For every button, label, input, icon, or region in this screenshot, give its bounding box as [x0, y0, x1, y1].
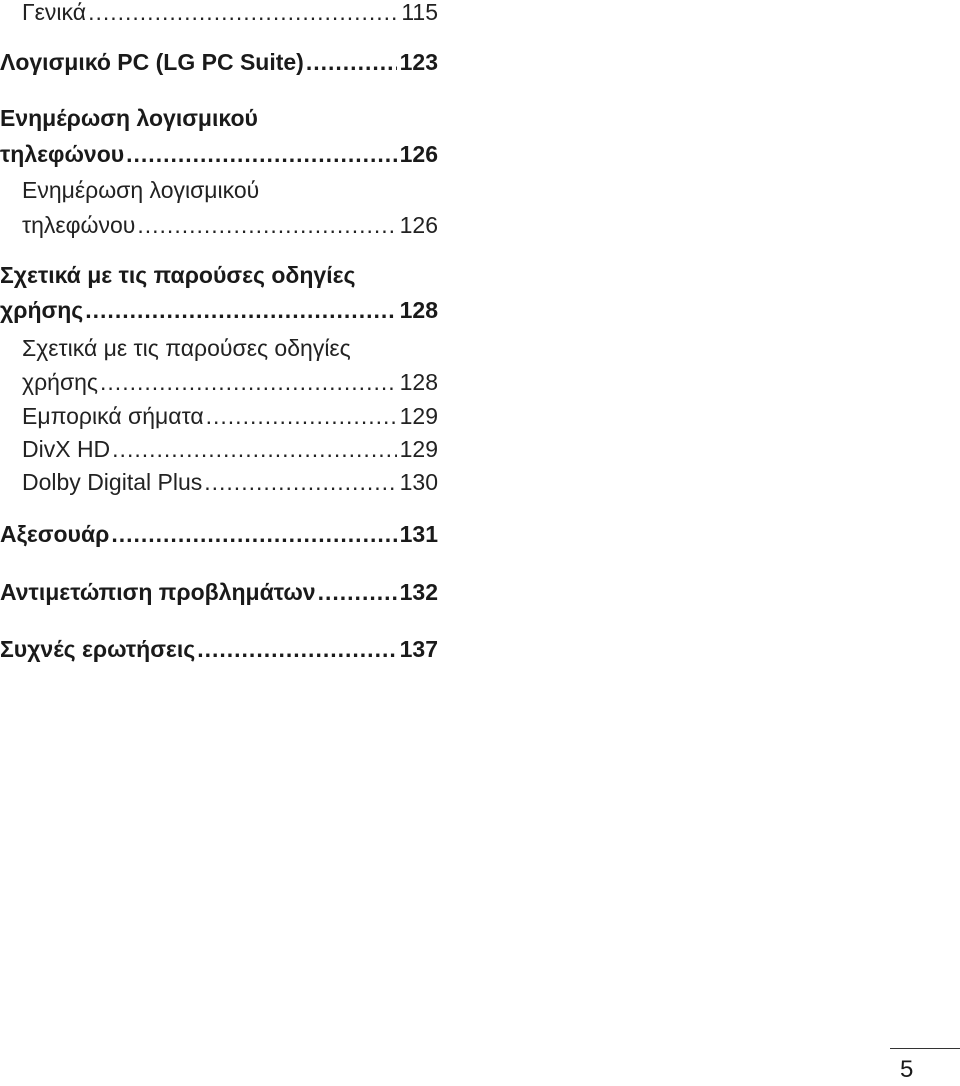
toc-subentry-phone-update-line1: [22, 174, 438, 206]
toc-entry-title-cont: χρήσης: [22, 369, 99, 395]
toc-entry-title: Σχετικά με τις παρούσες οδηγίες: [0, 262, 356, 288]
toc-subentry-phone-update: [22, 209, 438, 241]
toc-dot-leader: [204, 466, 396, 498]
toc-dot-leader: [112, 433, 396, 465]
page-number: 5: [900, 1056, 914, 1083]
toc-entry-phone-update-line1: [0, 102, 438, 134]
toc-entry-about-guide-line1: [0, 259, 438, 291]
toc-entry-page: 128: [399, 297, 438, 323]
toc-entry-page: 137: [399, 636, 438, 662]
toc-entry-page: 126: [399, 141, 438, 167]
toc-dot-leader: [85, 294, 396, 326]
toc-dot-leader: [88, 0, 398, 28]
toc-dot-leader: [197, 633, 396, 665]
toc-entry-title: Συχνές ερωτήσεις: [0, 636, 196, 662]
toc-entry-title: Λογισμικό PC (LG PC Suite): [0, 49, 304, 75]
toc-subentry-trademarks: [22, 400, 438, 432]
toc-entry-faq: [0, 633, 438, 665]
toc-entry-title: Σχετικά με τις παρούσες οδηγίες: [22, 335, 351, 361]
toc-entry-title: Γενικά: [22, 0, 87, 25]
toc-entry-accessories: [0, 518, 438, 550]
toc-entry-page: 129: [399, 403, 438, 429]
toc-entry-page: 132: [399, 579, 438, 605]
toc-entry-about-guide: [0, 294, 438, 326]
toc-entry-title: Ενημέρωση λογισμικού: [0, 105, 258, 131]
footer-rule: [890, 1048, 960, 1049]
toc-dot-leader: [111, 518, 396, 550]
toc-subentry-divx: [22, 433, 438, 465]
toc-dot-leader: [318, 576, 397, 608]
toc-dot-leader: [126, 138, 396, 170]
toc-dot-leader: [137, 209, 396, 241]
toc-entry-page: 131: [399, 521, 438, 547]
toc-entry-phone-update: [0, 138, 438, 170]
toc-dot-leader: [306, 46, 397, 78]
toc-entry-page: 129: [399, 436, 438, 462]
toc-entry-page: 128: [399, 369, 438, 395]
toc-entry-title: Αντιμετώπιση προβλημάτων: [0, 579, 316, 605]
toc-entry-title: Εμπορικά σήματα: [22, 403, 204, 429]
toc-entry-pc-software: [0, 46, 438, 78]
toc-entry-page: 130: [399, 469, 438, 495]
toc-subentry-about-guide: [22, 366, 438, 398]
toc-entry-title-cont: χρήσης: [0, 297, 84, 323]
toc-subentry-about-guide-line1: [22, 332, 438, 364]
toc-entry-title: DivX HD: [22, 436, 111, 462]
toc-entry-general: [22, 0, 438, 28]
toc-entry-troubleshooting: [0, 576, 438, 608]
toc-dot-leader: [100, 366, 397, 398]
toc-entry-page: 115: [401, 0, 438, 25]
toc-subentry-dolby: [22, 466, 438, 498]
toc-entry-title-cont: τηλεφώνου: [0, 141, 125, 167]
toc-entry-page: 123: [399, 49, 438, 75]
toc-entry-title: Αξεσουάρ: [0, 521, 110, 547]
toc-entry-title: Dolby Digital Plus: [22, 469, 203, 495]
toc-entry-title-cont: τηλεφώνου: [22, 212, 136, 238]
toc-entry-page: 126: [399, 212, 438, 238]
toc-entry-title: Ενημέρωση λογισμικού: [22, 177, 260, 203]
toc-dot-leader: [206, 400, 397, 432]
